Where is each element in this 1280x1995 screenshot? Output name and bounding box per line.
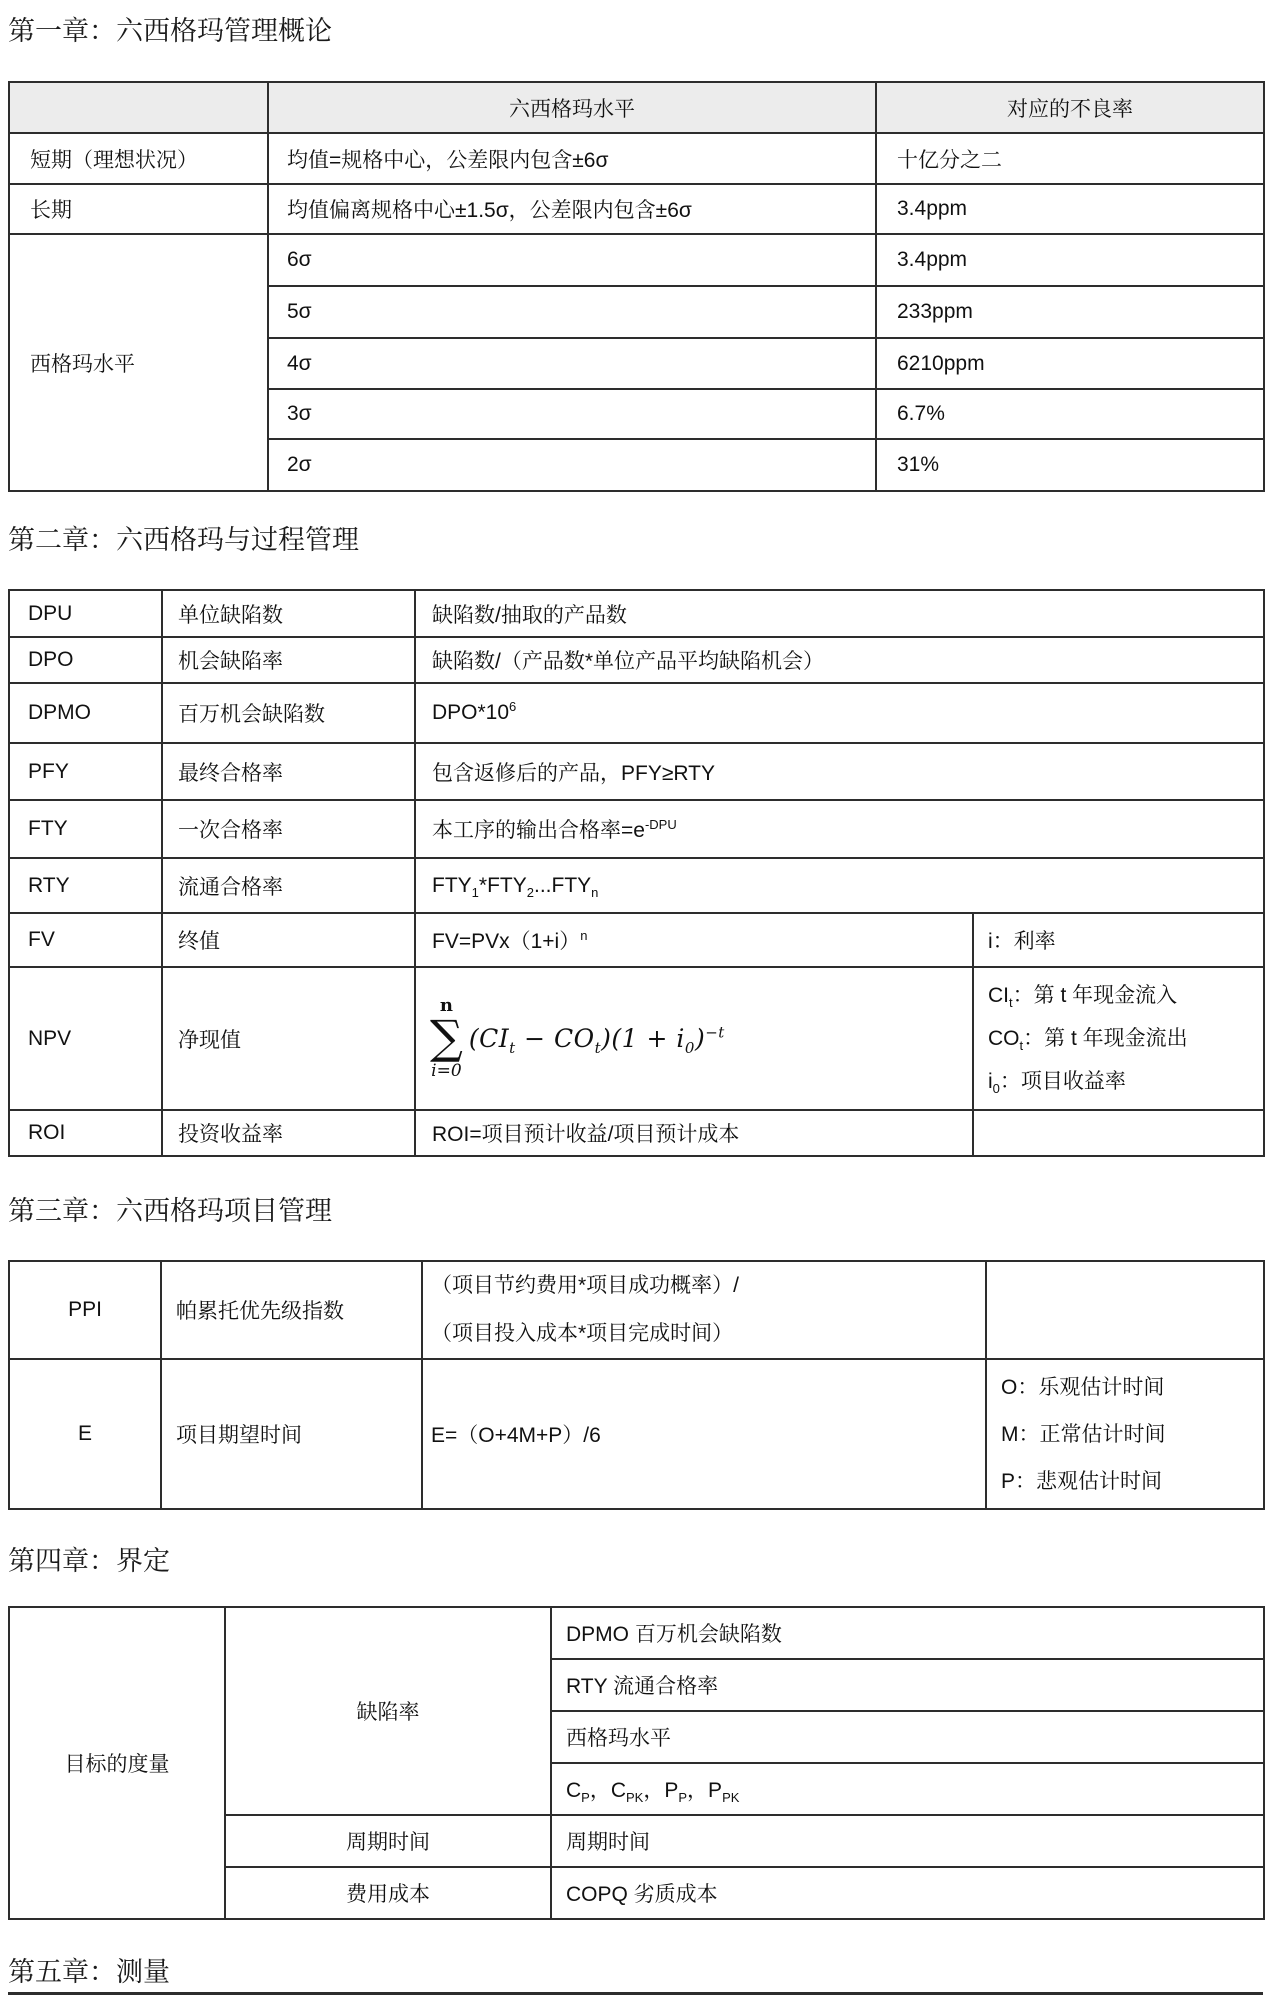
cell-level-2sigma: 2σ — [268, 439, 876, 491]
cell-dpu-name: 单位缺陷数 — [162, 590, 415, 637]
cell-defect-item-sigma-level: 西格玛水平 — [551, 1711, 1264, 1763]
cell-short-term-desc: 均值=规格中心，公差限内包含±6σ — [268, 133, 876, 184]
table-row — [9, 184, 1264, 234]
cell-long-term-rate: 3.4ppm — [876, 184, 1264, 234]
cell-rty-name: 流通合格率 — [162, 858, 415, 913]
cell-dpu-formula: 缺陷数/抽取的产品数 — [415, 590, 1264, 637]
cell-long-term-label: 长期 — [9, 184, 268, 234]
cell-rate-3sigma: 6.7% — [876, 389, 1264, 439]
cell-roi-formula: ROI=项目预计收益/项目预计成本 — [415, 1110, 973, 1156]
cell-ppi-name: 帕累托优先级指数 — [161, 1261, 422, 1359]
cell-rate-2sigma: 31% — [876, 439, 1264, 491]
chapter-5-title: 第五章：测量 — [8, 1957, 170, 1987]
cell-e-formula: E=（O+4M+P）/6 — [422, 1359, 986, 1509]
cell-level-5sigma: 5σ — [268, 286, 876, 338]
table-row — [9, 743, 1264, 800]
cell-long-term-desc: 均值偏离规格中心±1.5σ，公差限内包含±6σ — [268, 184, 876, 234]
table-row — [9, 637, 1264, 683]
table-row — [9, 590, 1264, 637]
e-note-normal: M：正常估计时间 — [1001, 1422, 1166, 1446]
cell-header-blank — [9, 82, 268, 133]
cell-ppi-abbr: PPI — [9, 1261, 161, 1359]
cell-fv-note: i：利率 — [973, 913, 1264, 967]
table-row — [9, 913, 1264, 967]
cell-level-3sigma: 3σ — [268, 389, 876, 439]
table-row — [9, 133, 1264, 184]
ppi-formula-line2: （项目投入成本*项目完成时间） — [431, 1322, 734, 1345]
table-row — [9, 1607, 1264, 1659]
cell-fty-name: 一次合格率 — [162, 800, 415, 858]
cell-npv-abbr: NPV — [9, 967, 162, 1110]
cell-fv-name: 终值 — [162, 913, 415, 967]
chapter-2-title: 第二章：六西格玛与过程管理 — [8, 525, 359, 555]
cell-level-4sigma: 4σ — [268, 338, 876, 389]
table-sigma-levels — [8, 81, 1265, 492]
cell-dpo-name: 机会缺陷率 — [162, 637, 415, 683]
document-page — [8, 0, 1263, 1995]
cell-defect-item-dpmo: DPMO 百万机会缺陷数 — [551, 1607, 1264, 1659]
chapter-3-title: 第三章：六西格玛项目管理 — [8, 1196, 332, 1226]
cell-roi-note-empty — [973, 1110, 1264, 1156]
cell-pfy-formula: 包含返修后的产品，PFY≥RTY — [415, 743, 1264, 800]
table-process-metrics — [8, 589, 1265, 1157]
table-row — [9, 1110, 1264, 1156]
cell-dpo-formula: 缺陷数/（产品数*单位产品平均缺陷机会） — [415, 637, 1264, 683]
cell-dpo-abbr: DPO — [9, 637, 162, 683]
cell-header-defect-rate: 对应的不良率 — [876, 82, 1264, 133]
table-row — [9, 234, 1264, 286]
chapter-4-title: 第四章：界定 — [8, 1546, 170, 1576]
table-row — [9, 858, 1264, 913]
cell-fv-formula: $FV=PVx(1+i)^n$ — [415, 913, 973, 967]
table-row — [9, 1359, 1264, 1509]
cell-e-abbr: E — [9, 1359, 161, 1509]
cell-roi-name: 投资收益率 — [162, 1110, 415, 1156]
cell-dpu-abbr: DPU — [9, 590, 162, 637]
cell-dpmo-formula: $DPO*10^6$ — [415, 683, 1264, 743]
ppi-formula-line1: （项目节约费用*项目成功概率）/ — [431, 1274, 740, 1297]
npv-note-ci: $CI_t$：第 t 年现金流入 — [988, 984, 1178, 1011]
cell-roi-abbr: ROI — [9, 1110, 162, 1156]
cell-e-name: 项目期望时间 — [161, 1359, 422, 1509]
cell-rate-6sigma: 3.4ppm — [876, 234, 1264, 286]
cell-e-notes — [986, 1359, 1264, 1509]
table-row — [9, 967, 1264, 1110]
cell-cycle-time-value: 周期时间 — [551, 1815, 1264, 1867]
table-project-metrics — [8, 1260, 1265, 1510]
cell-dpmo-name: 百万机会缺陷数 — [162, 683, 415, 743]
cell-header-sigma-level: 六西格玛水平 — [268, 82, 876, 133]
cell-goal-measure-label: 目标的度量 — [9, 1607, 225, 1919]
table-row — [9, 1261, 1264, 1359]
cell-defect-rate-label: 缺陷率 — [225, 1607, 551, 1815]
cell-ppi-note-empty — [986, 1261, 1264, 1359]
cell-pfy-abbr: PFY — [9, 743, 162, 800]
cell-dpmo-abbr: DPMO — [9, 683, 162, 743]
cell-cycle-time-label: 周期时间 — [225, 1815, 551, 1867]
chapter-1-title: 第一章：六西格玛管理概论 — [8, 16, 332, 46]
npv-formula-body: $(CI_t - CO_t)(1 + i_0)^{-t}$ — [468, 1023, 725, 1057]
cell-pfy-name: 最终合格率 — [162, 743, 415, 800]
cell-defect-item-rty: RTY 流通合格率 — [551, 1659, 1264, 1711]
cell-npv-formula — [415, 967, 973, 1110]
table-define-measures — [8, 1606, 1265, 1920]
table-row — [9, 82, 1264, 133]
cell-npv-notes — [973, 967, 1264, 1110]
cell-fv-abbr: FV — [9, 913, 162, 967]
cell-sigma-group-label: 西格玛水平 — [9, 234, 268, 491]
cell-rate-5sigma: 233ppm — [876, 286, 1264, 338]
cell-rty-abbr: RTY — [9, 858, 162, 913]
cell-rty-formula: $FTY_1*FTY_2...FTY_n$ — [415, 858, 1264, 913]
cell-defect-item-capability-indices: $C_P$，$C_{PK}$，$P_P$，$P_{PK}$ — [551, 1763, 1264, 1815]
e-note-pessimistic: P：悲观估计时间 — [1001, 1469, 1163, 1493]
cell-rate-4sigma: 6210ppm — [876, 338, 1264, 389]
cell-cost-label: 费用成本 — [225, 1867, 551, 1919]
cell-level-6sigma: 6σ — [268, 234, 876, 286]
npv-note-co: $CO_t$：第 t 年现金流出 — [988, 1027, 1188, 1054]
cell-ppi-formula — [422, 1261, 986, 1359]
cell-cost-value: COPQ 劣质成本 — [551, 1867, 1264, 1919]
npv-sum-formula — [416, 997, 972, 1079]
cell-short-term-label: 短期（理想状况） — [9, 133, 268, 184]
summation-symbol: n ∑ i=0 — [430, 995, 463, 1081]
table-row — [9, 800, 1264, 858]
cell-fty-formula: 本工序的输出合格率$=e^{-DPU}$ — [415, 800, 1264, 858]
cell-npv-name: 净现值 — [162, 967, 415, 1110]
cell-short-term-rate: 十亿分之二 — [876, 133, 1264, 184]
e-note-optimistic: O：乐观估计时间 — [1001, 1375, 1165, 1399]
npv-note-i0: $i_0$：项目收益率 — [988, 1070, 1126, 1097]
table-row — [9, 683, 1264, 743]
cell-fty-abbr: FTY — [9, 800, 162, 858]
